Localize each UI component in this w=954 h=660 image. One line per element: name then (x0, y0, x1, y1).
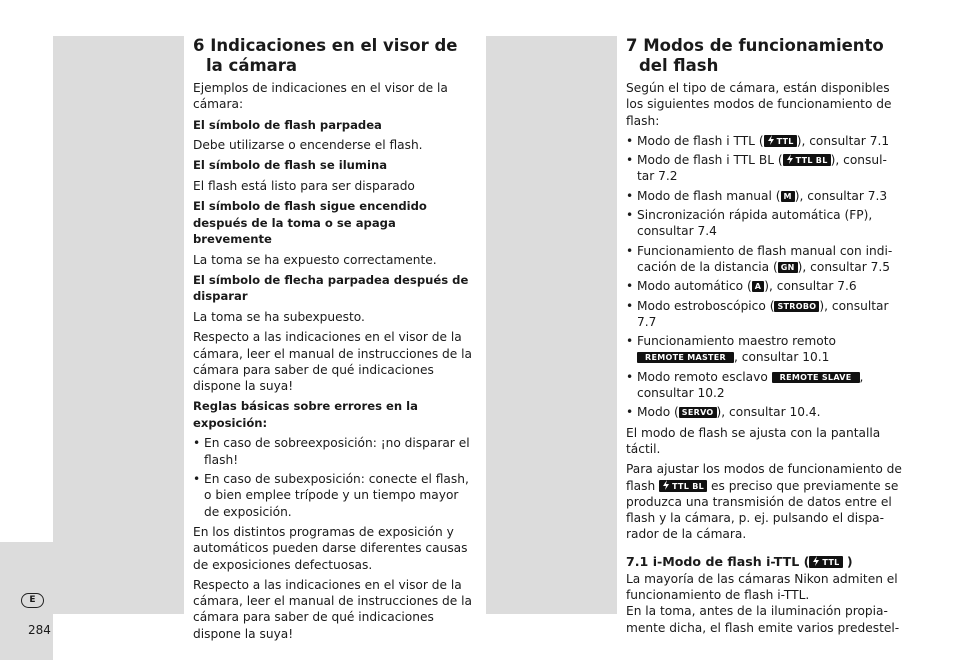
language-mark: E (21, 593, 44, 608)
section-7-title: 7 Modos de funcionamiento del flash (626, 36, 884, 75)
list-item: • Modo estroboscópico ( STROBO ), consultar 7.7 (626, 298, 902, 331)
text-manual-note-1: Respecto a las indicaciones en el visor de la cámara, leer el manual de instrucciones de la cámara para saber de qué indicaciones dispone la suya! (193, 330, 473, 394)
ttl-badge: TTL (764, 135, 797, 147)
list-item: • Modo de flash i TTL ( TTL ), consultar 7.1 (626, 133, 902, 149)
text-pre-flashes: En la toma, antes de la iluminación propia- mente dicha, el flash emite varios predestel- (626, 604, 900, 635)
text-flash-blinks: Debe utilizarse o encenderse el flash. (193, 138, 423, 153)
list-item: • Modo ( SERVO ), consultar 10.4. (626, 404, 902, 420)
list-item: • Modo de flash i TTL BL ( TTL BL ), consul- tar 7.2 (626, 152, 902, 185)
heading-arrow-blinks: El símbolo de flecha parpadea después de disparar (193, 272, 469, 304)
modes-list (626, 133, 902, 421)
intro-text: Ejemplos de indicaciones en el visor de la cámara: (193, 81, 448, 112)
remote-master-badge: REMOTE MASTER (637, 352, 734, 363)
page-number: 284 (28, 623, 51, 637)
ttl-badge: TTL (809, 556, 842, 568)
gn-badge: GN (778, 262, 798, 273)
heading-basic-rules: Reglas básicas sobre errores en la exposición: (193, 399, 418, 430)
list-item: • Modo automático ( A ), consultar 7.6 (626, 278, 902, 294)
list-item: • En caso de sobreexposición: ¡no disparar el flash! (193, 435, 473, 468)
right-column (626, 36, 902, 640)
text-programs: En los distintos programas de exposición y automáticos pueden darse diferentes causas de exposiciones defectuosas. (193, 524, 468, 572)
flash-icon (662, 480, 670, 490)
heading-flash-lit-after: El símbolo de flash sigue encendido después de la toma o se apaga brevemente (193, 199, 427, 247)
left-column (193, 36, 473, 646)
flash-icon (786, 154, 794, 164)
text-flash-lit-after: La toma se ha expuesto correctamente. (193, 252, 437, 267)
list-item: • En caso de subexposición: conecte el flash, o bien emplee trípode y un tiempo mayor de exposición. (193, 471, 473, 520)
heading-flash-blinks: El símbolo de flash parpadea (193, 117, 382, 132)
text-adjust-modes: Para ajustar los modos de funcionamiento de flash TTL BL es preciso que previamente se produzca una transmisión de datos entre el flash y la cámara, p. ej. pulsando el dispa- rador de la cámara. (626, 462, 902, 542)
text-arrow-blinks: La toma se ha subexpuesto. (193, 309, 365, 324)
remote-slave-badge: REMOTE SLAVE (772, 372, 860, 383)
text-touchscreen: El modo de flash se ajusta con la pantalla táctil. (626, 425, 881, 456)
manual-badge: M (781, 191, 795, 202)
auto-badge: A (752, 281, 765, 292)
list-item: • Sincronización rápida automática (FP), consultar 7.4 (626, 207, 902, 240)
left-margin-band-top (53, 36, 184, 614)
servo-badge: SERVO (679, 407, 717, 418)
list-item: • Funcionamiento maestro remoto REMOTE MASTER , consultar 10.1 (626, 333, 902, 366)
text-nikon-support: La mayoría de las cámaras Nikon admiten el funcionamiento de flash i-TTL. (626, 571, 898, 603)
section-6-title: 6 Indicaciones en el visor de la cámara (193, 36, 458, 75)
section-7-1-title: 7.1 i-Modo de flash i-TTL ( TTL ) (626, 553, 853, 569)
intro-text: Según el tipo de cámara, están disponibles los siguientes modos de funcionamiento de flash: (626, 81, 892, 128)
text-flash-lit: El flash está listo para ser disparado (193, 178, 415, 193)
flash-icon (767, 135, 775, 145)
flash-icon (812, 556, 820, 566)
list-item: • Modo de flash manual ( M ), consultar 7.3 (626, 188, 902, 204)
heading-flash-lit: El símbolo de flash se ilumina (193, 158, 388, 173)
ttl-bl-badge: TTL BL (783, 154, 831, 166)
list-item: • Modo remoto esclavo REMOTE SLAVE , consultar 10.2 (626, 369, 902, 402)
text-manual-note-2: Respecto a las indicaciones en el visor de la cámara, leer el manual de instrucciones de la cámara para saber de qué indicaciones dispone la suya! (193, 577, 473, 641)
strobo-badge: STROBO (774, 301, 819, 312)
rules-list (193, 435, 473, 519)
ttl-bl-badge: TTL BL (659, 480, 707, 492)
right-margin-band (486, 36, 617, 614)
list-item: • Funcionamiento de flash manual con indi- cación de la distancia ( GN ), consultar 7.5 (626, 243, 902, 276)
